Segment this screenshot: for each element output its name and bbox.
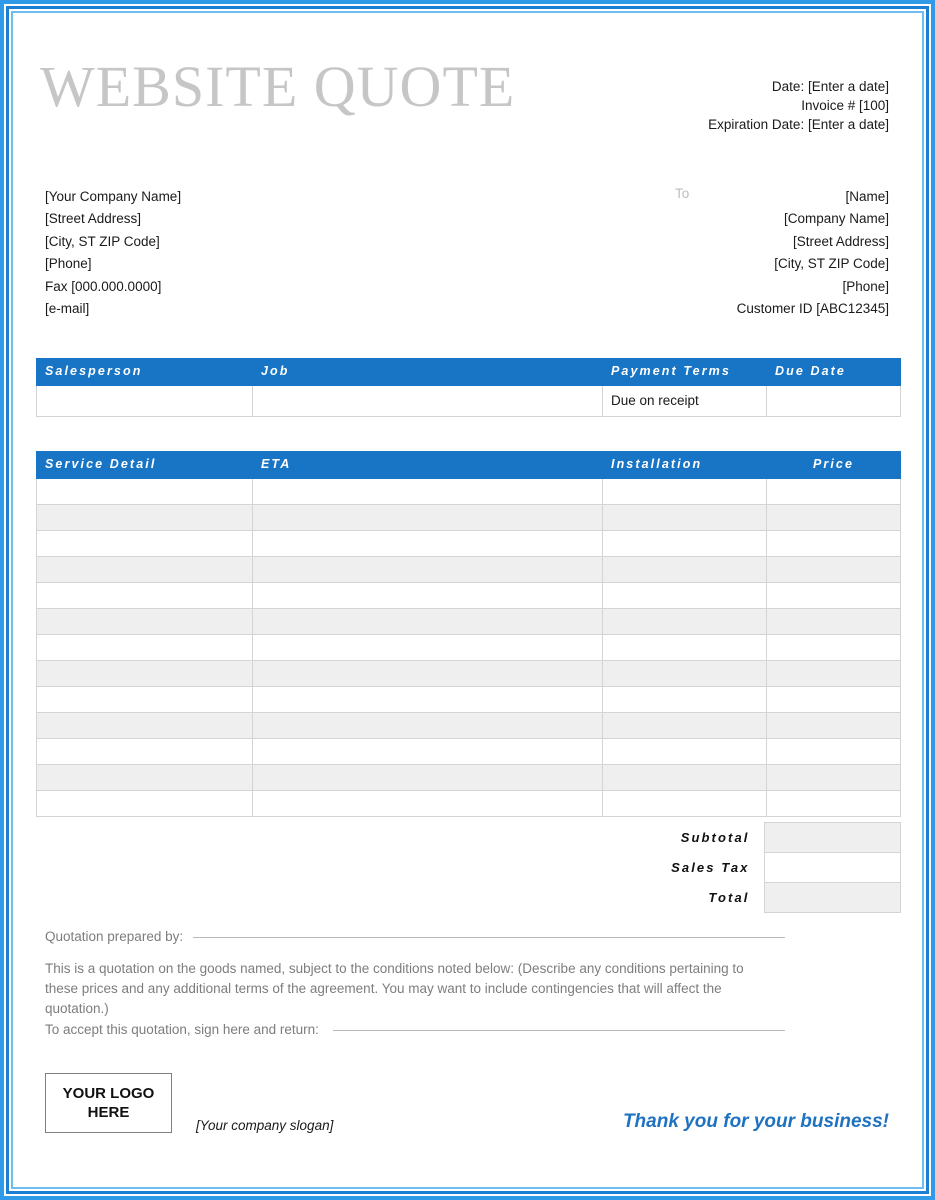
- recipient-line-customer-id: Customer ID [ABC12345]: [736, 301, 889, 317]
- quotation-prepared-by-row: [45, 929, 785, 944]
- totals-row-total: [594, 883, 900, 913]
- table-row: [37, 504, 901, 530]
- table-row: [37, 556, 901, 582]
- cell-eta[interactable]: [253, 582, 603, 608]
- meta-invoice-number: Invoice # [100]: [801, 98, 889, 113]
- cell-installation[interactable]: [603, 764, 767, 790]
- table-row: [37, 764, 901, 790]
- cell-service-detail[interactable]: [37, 608, 253, 634]
- logo-line-2: HERE: [87, 1104, 130, 1121]
- cell-service-detail[interactable]: [37, 504, 253, 530]
- recipient-to-label: To: [675, 186, 690, 201]
- cell-eta[interactable]: [253, 608, 603, 634]
- cell-service-detail[interactable]: [37, 556, 253, 582]
- sales-tax-label: Sales Tax: [671, 860, 750, 875]
- cell-installation[interactable]: [603, 686, 767, 712]
- table-row: [37, 738, 901, 764]
- accept-signature-line[interactable]: [333, 1030, 785, 1031]
- cell-installation[interactable]: [603, 504, 767, 530]
- cell-eta[interactable]: [253, 790, 603, 816]
- thank-you-message: Thank you for your business!: [622, 1111, 889, 1132]
- sender-address-block: [45, 186, 181, 320]
- sales-tax-value[interactable]: [764, 853, 900, 883]
- company-slogan: [Your company slogan]: [196, 1118, 334, 1133]
- salesperson-header-row: [37, 359, 901, 386]
- cell-service-detail[interactable]: [37, 686, 253, 712]
- sender-line-phone: [Phone]: [45, 256, 92, 272]
- cell-service-detail[interactable]: [37, 582, 253, 608]
- document-meta: [708, 77, 889, 134]
- table-row: [37, 660, 901, 686]
- cell-installation[interactable]: [603, 608, 767, 634]
- totals-row-sales-tax: [594, 853, 900, 883]
- cell-service-detail[interactable]: [37, 712, 253, 738]
- cell-service-detail[interactable]: [37, 530, 253, 556]
- cell-eta[interactable]: [253, 764, 603, 790]
- header-job: Job: [253, 359, 603, 386]
- cell-payment-terms[interactable]: Due on receipt: [603, 385, 767, 416]
- recipient-line-street: [Street Address]: [792, 233, 889, 249]
- sender-line-email: [e-mail]: [45, 301, 90, 317]
- service-detail-table: [36, 451, 901, 817]
- cell-price[interactable]: [767, 686, 901, 712]
- header-price: Price: [767, 452, 901, 479]
- header-installation: Installation: [603, 452, 767, 479]
- table-row: [37, 608, 901, 634]
- subtotal-label: Subtotal: [680, 830, 750, 845]
- cell-price[interactable]: [767, 556, 901, 582]
- cell-eta[interactable]: [253, 478, 603, 504]
- logo-placeholder: [45, 1073, 172, 1133]
- cell-installation[interactable]: [603, 712, 767, 738]
- cell-price[interactable]: [767, 530, 901, 556]
- quotation-prepared-by-label: Quotation prepared by:: [45, 929, 184, 944]
- sender-line-city: [City, ST ZIP Code]: [45, 233, 160, 249]
- cell-eta[interactable]: [253, 686, 603, 712]
- accept-signature-label: To accept this quotation, sign here and return:: [45, 1022, 319, 1037]
- cell-installation[interactable]: [603, 556, 767, 582]
- table-row: [37, 790, 901, 816]
- header-payment-terms: Payment Terms: [603, 359, 767, 386]
- cell-service-detail[interactable]: [37, 634, 253, 660]
- cell-eta[interactable]: [253, 738, 603, 764]
- table-row: [37, 478, 901, 504]
- table-row: [37, 712, 901, 738]
- cell-price[interactable]: [767, 582, 901, 608]
- quotation-prepared-by-line[interactable]: [193, 937, 785, 938]
- terms-paragraph: This is a quotation on the goods named, subject to the conditions noted below: (Describe any conditions pertaining to these prices and any additional terms of the agreement. You may want to include contingencies that will affect the quotation.): [45, 961, 744, 1016]
- cell-due-date[interactable]: [767, 385, 901, 416]
- cell-installation[interactable]: [603, 530, 767, 556]
- cell-eta[interactable]: [253, 634, 603, 660]
- cell-installation[interactable]: [603, 738, 767, 764]
- service-table-body: [37, 478, 901, 816]
- cell-price[interactable]: [767, 504, 901, 530]
- cell-eta[interactable]: [253, 504, 603, 530]
- cell-installation[interactable]: [603, 582, 767, 608]
- meta-expiration-date: Expiration Date: [Enter a date]: [708, 117, 889, 132]
- total-value[interactable]: [764, 883, 900, 913]
- cell-service-detail[interactable]: [37, 660, 253, 686]
- cell-eta[interactable]: [253, 660, 603, 686]
- header-eta: ETA: [253, 452, 603, 479]
- cell-price[interactable]: [767, 478, 901, 504]
- subtotal-value[interactable]: [764, 823, 900, 853]
- cell-service-detail[interactable]: [37, 478, 253, 504]
- page-title: WEBSITE QUOTE: [40, 54, 516, 119]
- sender-line-fax: Fax [000.000.0000]: [45, 278, 162, 294]
- sender-line-company: [Your Company Name]: [45, 189, 182, 204]
- cell-service-detail[interactable]: [37, 738, 253, 764]
- cell-price[interactable]: [767, 764, 901, 790]
- document-sheet: [14, 14, 921, 1186]
- table-row: [37, 582, 901, 608]
- cell-price[interactable]: [767, 712, 901, 738]
- recipient-line-name: [Name]: [845, 189, 889, 204]
- total-label: Total: [708, 890, 750, 905]
- cell-job[interactable]: [253, 385, 603, 416]
- cell-price[interactable]: [767, 738, 901, 764]
- header-salesperson: Salesperson: [37, 359, 253, 386]
- header-due-date: Due Date: [767, 359, 901, 386]
- salesperson-table: [36, 358, 901, 417]
- recipient-line-city: [City, ST ZIP Code]: [774, 256, 889, 272]
- cell-price[interactable]: [767, 634, 901, 660]
- totals-row-subtotal: [594, 823, 900, 853]
- cell-salesperson[interactable]: [37, 385, 253, 416]
- cell-price[interactable]: [767, 608, 901, 634]
- header-service-detail: Service Detail: [37, 452, 253, 479]
- recipient-line-phone: [Phone]: [842, 278, 889, 294]
- cell-service-detail[interactable]: [37, 790, 253, 816]
- table-row: [37, 530, 901, 556]
- cell-installation[interactable]: [603, 634, 767, 660]
- table-row: [37, 385, 901, 416]
- cell-installation[interactable]: [603, 478, 767, 504]
- logo-line-1: YOUR LOGO: [62, 1085, 155, 1102]
- table-row: [37, 634, 901, 660]
- recipient-address-block: [737, 186, 889, 320]
- cell-eta[interactable]: [253, 556, 603, 582]
- cell-price[interactable]: [767, 660, 901, 686]
- service-header-row: [37, 452, 901, 479]
- cell-service-detail[interactable]: [37, 764, 253, 790]
- cell-installation[interactable]: [603, 790, 767, 816]
- totals-table: [594, 822, 901, 913]
- cell-installation[interactable]: [603, 660, 767, 686]
- table-row: [37, 686, 901, 712]
- meta-date: Date: [Enter a date]: [771, 79, 889, 94]
- accept-signature-row: [45, 1022, 785, 1037]
- cell-eta[interactable]: [253, 530, 603, 556]
- recipient-line-company: [Company Name]: [783, 211, 889, 227]
- sender-line-street: [Street Address]: [45, 211, 142, 227]
- cell-price[interactable]: [767, 790, 901, 816]
- cell-eta[interactable]: [253, 712, 603, 738]
